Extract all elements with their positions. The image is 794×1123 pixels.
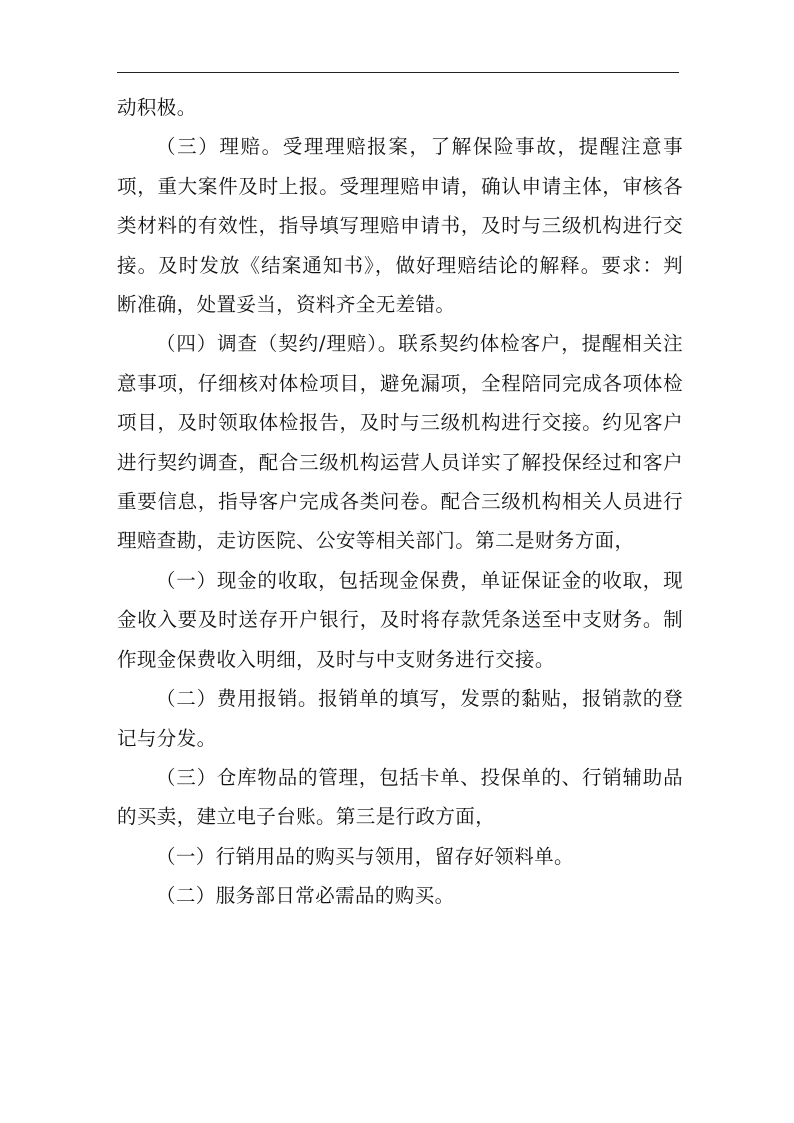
paragraph-marketing-supplies: （一）行销用品的购买与领用，留存好领料单。 <box>156 844 574 868</box>
paragraph-investigation: （四）调查（契约/理赔）。联系契约体检客户，提醒相关注意事项，仔细核对体检项目，避免漏项，全程陪同完成各项体检项目，及时领取体检报告，及时与三级机构进行交接。约见客户进行契约调查，配合三级机构运营人员详实了解投保经过和客户重要信息，指导客户完成各类问卷。配合三级机构相关人员进行理赔查勘，走访医院、公安等相关部门。第二是财务方面， <box>117 332 683 553</box>
paragraph-claims: （三）理赔。受理理赔报案，了解保险事故，提醒注意事项，重大案件及时上报。受理理赔申请，确认申请主体，审核各类材料的有效性，指导填写理赔申请书，及时与三级机构进行交接。及时发放《结案通知书》，做好理赔结论的解释。要求：判断准确，处置妥当，资料齐全无差错。 <box>117 135 683 317</box>
paragraph-warehouse-management: （三）仓库物品的管理，包括卡单、投保单的、行销辅助品的买卖，建立电子台账。第三是行政方面， <box>117 765 683 829</box>
paragraph-daily-necessities: （二）服务部日常必需品的购买。 <box>156 884 455 908</box>
header-rule <box>117 72 679 73</box>
document-body <box>117 88 683 916</box>
paragraph-cash-collection: （一）现金的收取，包括现金保费，单证保证金的收取，现金收入要及时送存开户银行，及时将存款凭条送至中支财务。制作现金保费收入明细，及时与中支财务进行交接。 <box>117 568 683 671</box>
paragraph-expense-reimbursement: （二）费用报销。报销单的填写，发票的黏贴，报销款的登记与分发。 <box>117 687 683 750</box>
paragraph-continuation: 动积极。 <box>117 96 197 119</box>
